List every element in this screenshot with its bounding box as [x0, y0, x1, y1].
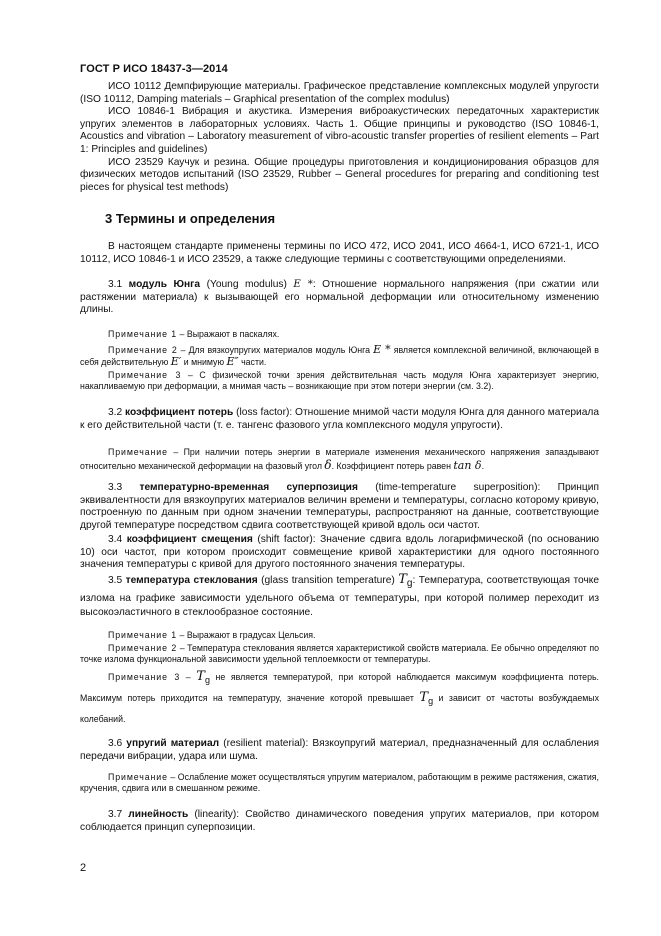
note-3-6: Примечание – Ослабление может осуществляться упругим материалом, работающим в режиме растяжения, сжатия, кручения, сдвига или в смешанном режиме.	[80, 772, 599, 794]
note-3-1-3: Примечание 3 – С физической точки зрения действительная часть модуля Юнга характеризует энергию, накапливаемую при деформации, а мнимая часть – возникающие при этом потери энергии (см. 3.2).	[80, 370, 600, 392]
term-3-6: 3.6 упругий материал (resilient material): Вязкоупругий материал, предназначенный для ослабления передачи вибрации, удара или шума.	[80, 738, 599, 762]
note-3-2: Примечание – При наличии потерь энергии в материале изменения механического напряжения запаздывают относительно механической деформации на фазовый угол δ. Коэффициент потерь равен tan δ.	[80, 447, 599, 472]
note-3-5-2: Примечание 2 – Температура стеклования является характеристикой свойств материала. Ее обычно определяют по точке излома функциональной зависимости удельной теплоемкости от температуры.	[80, 643, 599, 665]
term-name: коэффициент потерь	[125, 407, 234, 418]
ref-iso-10112: ИСО 10112 Демпфирующие материалы. Графическое представление комплексных модулей упругости (ISO 10112, Damping materials – Graphical presentation of the complex modulus)	[80, 81, 599, 105]
page-number: 2	[80, 862, 87, 874]
term-name: температурно-временная суперпозиция	[139, 482, 358, 493]
term-3-4: 3.4 коэффициент смещения (shift factor): Значение сдвига вдоль логарифмической (по основанию 10) оси частот, при котором происходит совмещение кривой характеристики для одного постоянного значения температуры с кривой для другого постоянного значения температуры.	[80, 534, 599, 571]
symbol-e-star: E *	[293, 279, 313, 290]
note-3-5-1: Примечание 1 – Выражают в градусах Цельсия.	[108, 630, 316, 640]
section-title: 3 Термины и определения	[105, 211, 276, 226]
term-name: линейность	[128, 809, 189, 820]
term-3-3: 3.3 температурно-временная суперпозиция (time-temperature superposition): Принцип эквивалентности для вязкоупругих материалов величин времени и температуры, согласно которому кривую, построенную по данным при одном значении температуры, распространяют на данные, соответствующие другой температуре посредством сдвига соответствующей кривой вдоль оси частот.	[80, 482, 599, 531]
term-name: коэффициент смещения	[126, 534, 253, 545]
note-3-5-3: Примечание $3 - T_g$ не является температурой, при которой наблюдается максимум коэффициента потерь. Максимум потерь приходится на температуру, значение которой превышает $T_g$ и зависит от частоты возбуждаемых колебаний.	[80, 669, 599, 724]
term-3-1: 3.1 модуль Юнга (Young modulus) E *: Отношение нормального напряжения (при сжатии или растяжении материала) к вызывающей его нормальной деформации или относительному изменению длины.	[80, 279, 599, 316]
note-3-1-2: Примечание 2 – Для вязкоупругих материалов модуль Юнга E * является комплексной величиной, включающей в себя действительную E′ и мнимую E″ части.	[80, 343, 599, 369]
ref-iso-10846-1: ИСО 10846-1 Вибрация и акустика. Измерения виброакустических передаточных характеристик упругих элементов в лабораторных условиях. Часть 1. Общие принципы и руководство (ISO 10846-1, Acoustics and vibration – Laboratory measurement of vibro-acoustic transfer properties of resilient elements – Part 1: Principles and guidelines)	[80, 106, 599, 155]
section-intro: В настоящем стандарте применены термины по ИСО 472, ИСО 2041, ИСО 4664-1, ИСО 6721-1, ИСО 10112, ИСО 10846-1 и ИСО 23529, а также следующие термины с соответствующими определениями.	[80, 241, 599, 265]
term-3-7: 3.7 линейность (linearity): Свойство динамического поведения упругих материалов, при котором соблюдается принцип суперпозиции.	[80, 809, 599, 833]
normative-references	[80, 81, 599, 194]
term-3-5: 3.5 температура стеклования (glass transition temperature) $T_g$: Температура, соответствующая точке излома на графике зависимости удельного объема от температуры, при которой полимер переходит из высокоэластичного в стеклообразное состояние.	[80, 572, 600, 619]
ref-iso-23529: ИСО 23529 Каучук и резина. Общие процедуры приготовления и кондиционирования образцов для физических методов испытаний (ISO 23529, Rubber – General procedures for preparing and conditioning test pieces for physical test methods)	[80, 156, 599, 193]
term-name: модуль Юнга	[128, 279, 201, 290]
document-header: ГОСТ Р ИСО 18437-3—2014	[80, 63, 228, 75]
term-name: температура стеклования	[125, 575, 258, 586]
note-3-1-1: Примечание 1 – Выражают в паскалях.	[108, 329, 280, 339]
term-name: упругий материал	[126, 738, 220, 749]
term-3-2: 3.2 коэффициент потерь (loss factor): Отношение мнимой части модуля Юнга для данного материала к его действительной части (т. е. тангенс фазового угла комплексного модуля упругости).	[80, 407, 600, 431]
